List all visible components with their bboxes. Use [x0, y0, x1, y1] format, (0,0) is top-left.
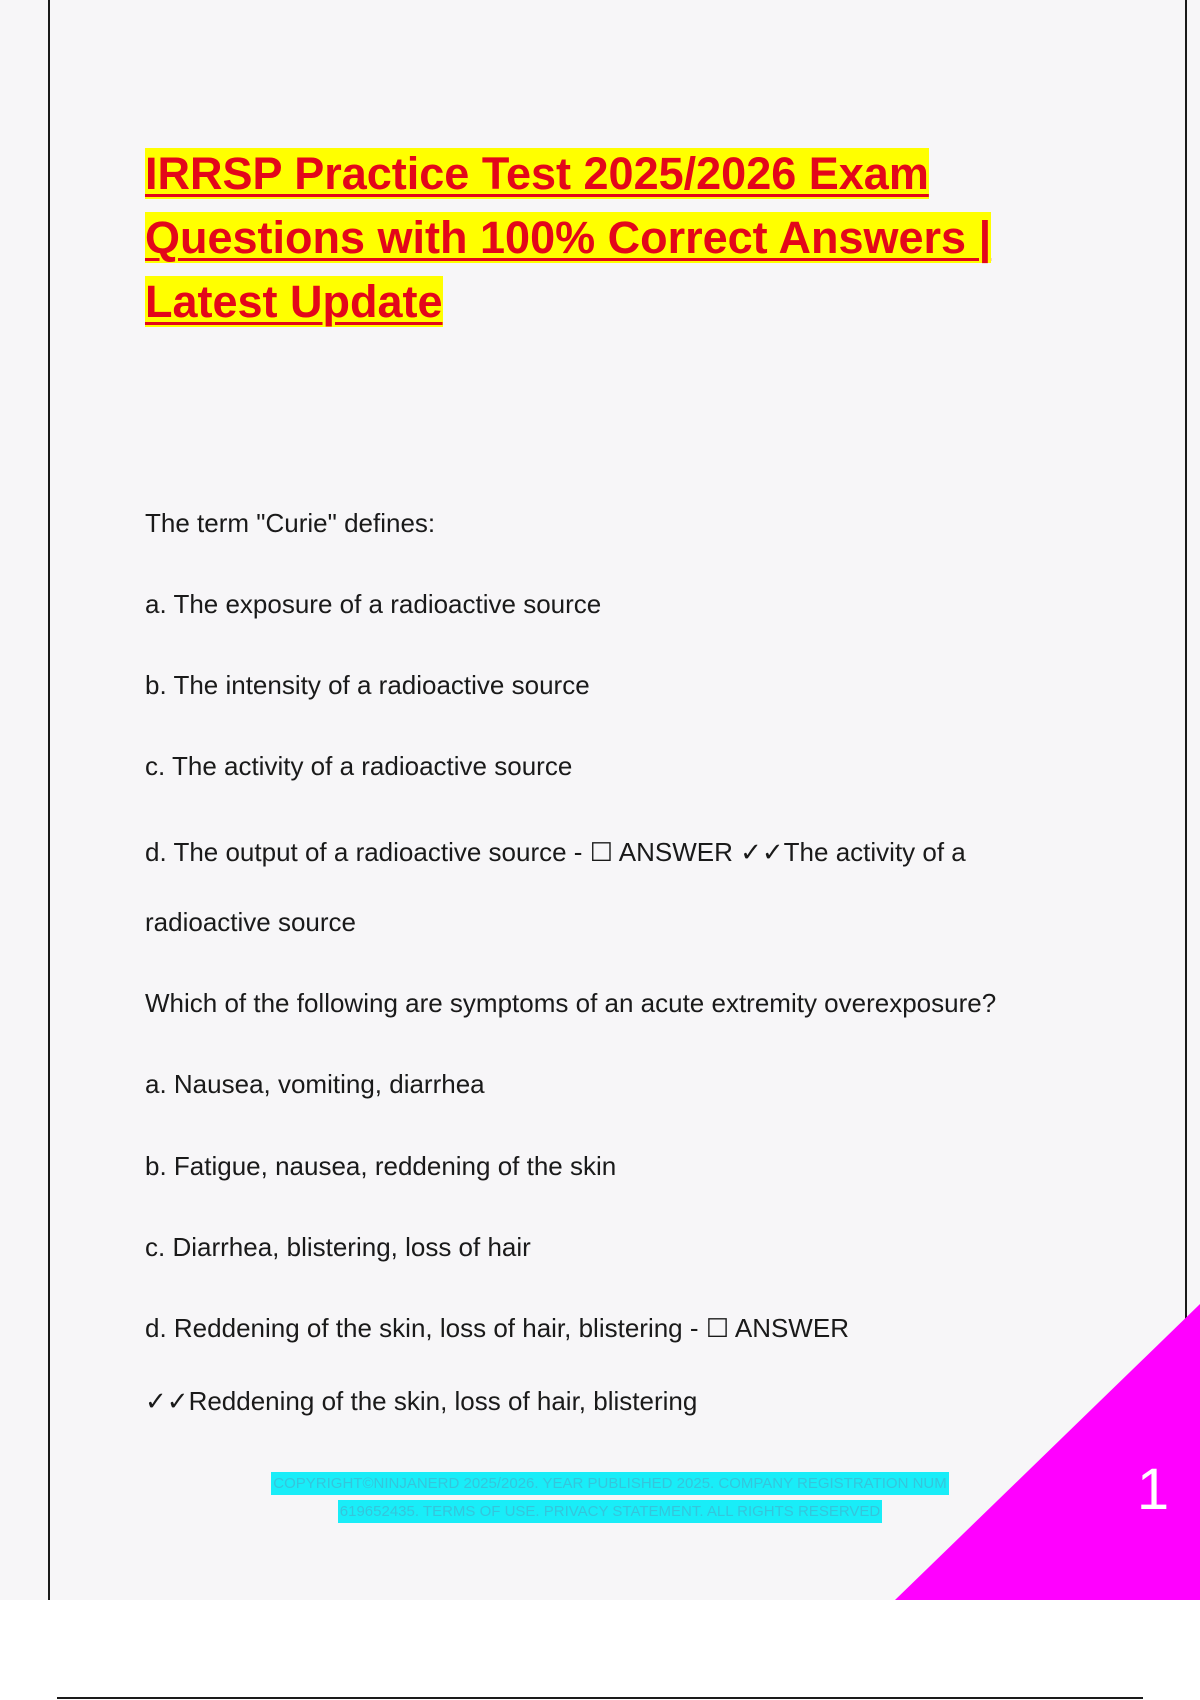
- question-1-option-d-answer: d. The output of a radioactive source - ☐ ANSWER ✓✓The activity of a: [145, 837, 966, 867]
- question-2-prompt: Which of the following are symptoms of an acute extremity overexposure?: [145, 988, 997, 1018]
- question-2-answer-continued: ✓✓Reddening of the skin, loss of hair, blistering: [145, 1386, 698, 1416]
- question-1-answer-continued: radioactive source: [145, 907, 356, 937]
- copyright-line-2: 619652435. TERMS OF USE. PRIVACY STATEMENT. ALL RIGHTS RESERVED: [338, 1500, 882, 1523]
- corner-triangle-shape: [895, 1304, 1200, 1600]
- question-2-option-b: b. Fatigue, nausea, reddening of the skin: [145, 1151, 617, 1181]
- question-2-option-a: a. Nausea, vomiting, diarrhea: [145, 1069, 485, 1099]
- bottom-divider: [57, 1697, 1143, 1699]
- document-title-text: IRRSP Practice Test 2025/2026 Exam Questions with 100% Correct Answers | Latest Update: [145, 148, 992, 327]
- question-1-option-a: a. The exposure of a radioactive source: [145, 589, 602, 619]
- question-1-prompt: The term "Curie" defines:: [145, 508, 436, 538]
- question-1-option-b: b. The intensity of a radioactive source: [145, 670, 590, 700]
- copyright-line-1: COPYRIGHT©NINJANERD 2025/2026. YEAR PUBLISHED 2025. COMPANY REGISTRATION NUM: [271, 1472, 948, 1495]
- question-2-option-c: c. Diarrhea, blistering, loss of hair: [145, 1232, 531, 1262]
- question-1-option-c: c. The activity of a radioactive source: [145, 751, 573, 781]
- question-2-option-d-answer: d. Reddening of the skin, loss of hair, blistering - ☐ ANSWER: [145, 1313, 849, 1343]
- page-number: 1: [1136, 1457, 1170, 1522]
